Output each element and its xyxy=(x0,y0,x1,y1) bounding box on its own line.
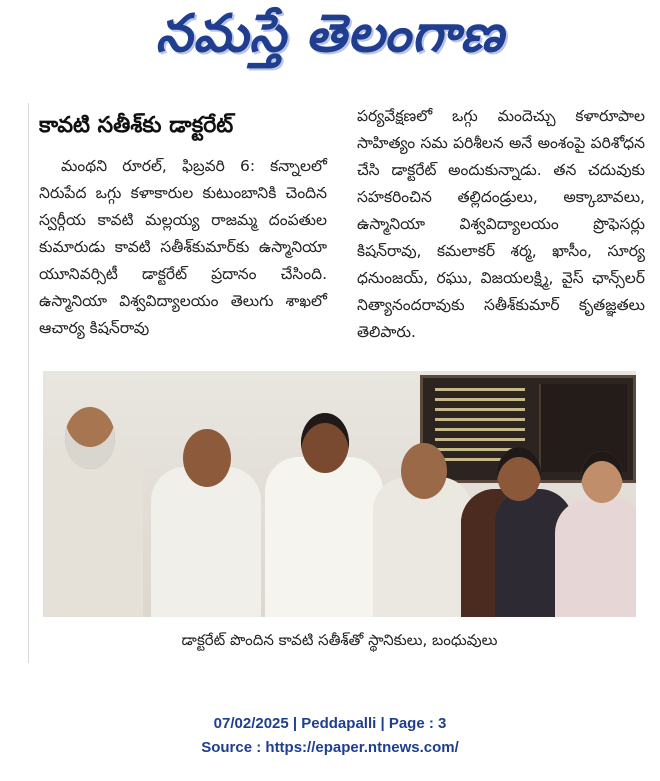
article-body-left: మంథని రూరల్, ఫిబ్రవరి 6: కన్నాలలో నిరుపేద ఒగ్గు కళాకారుల కుటుంబానికి చెందిన స్వర్గీయ కావటి మల్లయ్య రాజమ్మ దంపతుల కుమారుడు కావటి సతీశ్‌కుమార్‌కు ఉస్మానియా యూనివర్సిటీ డాక్టరేట్ ప్రదానం చేసింది. ఉస్మానియా విశ్వవిద్యాలయం తెలుగు శాఖలో ఆచార్య కిషన్‌రావు xyxy=(39,157,327,337)
article-photo xyxy=(43,371,636,617)
article-body-right: పర్యవేక్షణలో ఒగ్గు మందెచ్చు కళారూపాల సాహిత్యం సమ పరిశీలన అనే అంశంపై పరిశోధన చేసి డాక్టరేట్ అందుకున్నాడు. తన చదువుకు సహకరించిన తల్లిదండ్రులు, అక్కాబావలు, ఉస్మానియా విశ్వవిద్యాలయం ప్రొఫెసర్లు కిషన్‌రావు, కమలాకర్ శర్మ, ఖాసీం, సూర్య ధనుంజయ్, రఘు, విజయలక్ష్మి, వైస్ ఛాన్స్‌లర్ నిత్యానందరావుకు సతీశ్‌కుమార్ కృతజ్ఞతలు తెలిపారు. xyxy=(357,107,645,341)
photo-caption: డాక్టరేట్ పొందిన కావటి సతీశ్‌తో స్థానికులు, బంధువులు xyxy=(181,631,498,649)
news-clipping xyxy=(28,103,645,663)
person-3 xyxy=(265,405,383,617)
person-4 xyxy=(373,421,473,617)
article-right-column xyxy=(357,103,645,346)
person-2 xyxy=(151,417,261,617)
footer-source-link: Source : https://epaper.ntnews.com/ xyxy=(201,739,459,756)
newspaper-masthead: నమస్తే తెలంగాణ xyxy=(155,3,505,64)
source-footer xyxy=(0,712,660,760)
person-1 xyxy=(43,397,143,617)
article-left-column xyxy=(39,103,327,342)
person-6 xyxy=(555,439,636,617)
article-headline: కావటి సతీశ్‌కు డాక్టరేట్ xyxy=(39,113,234,138)
footer-date-edition: 07/02/2025 | Peddapalli | Page : 3 xyxy=(213,715,447,732)
